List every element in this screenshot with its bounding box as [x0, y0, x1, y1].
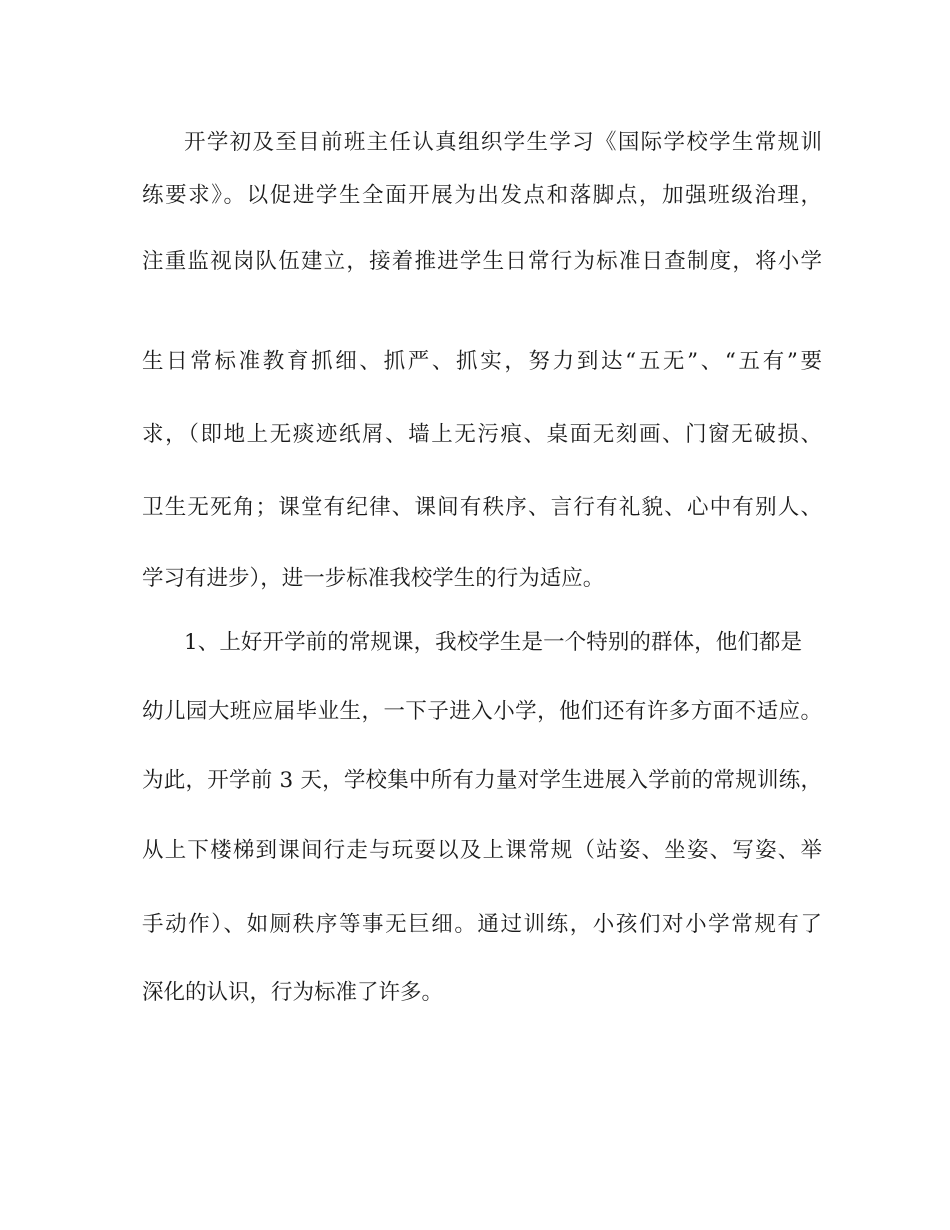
paragraph-1-line-7: 学习有进步），进一步标准我校学生的行为适应。	[142, 566, 605, 591]
paragraph-1-line-4: 生日常标准教育抓细、抓严、抓实，努力到达“五无”、“五有”要	[142, 349, 822, 374]
paragraph-2-line-1: 1、上好开学前的常规课，我校学生是一个特别的群体，他们都是	[184, 630, 802, 655]
paragraph-2-line-4: 从上下楼梯到课间行走与玩耍以及上课常规（站姿、坐姿、写姿、举	[142, 838, 822, 863]
paragraph-2-line-2: 幼儿园大班应届毕业生，一下子进入小学，他们还有许多方面不适应。	[142, 699, 822, 724]
paragraph-1-line-5: 求，（即地上无痰迹纸屑、墙上无污痕、桌面无刻画、门窗无破损、	[142, 422, 822, 447]
paragraph-1-line-1: 开学初及至目前班主任认真组织学生学习《国际学校学生常规训	[184, 130, 822, 155]
paragraph-1-line-6: 卫生无死角；课堂有纪律、课间有秩序、言行有礼貌、心中有别人、	[142, 495, 822, 520]
paragraph-2-line-5: 手动作）、如厕秩序等事无巨细。通过训练，小孩们对小学常规有了	[142, 912, 822, 937]
paragraph-1-line-3: 注重监视岗队伍建立，接着推进学生日常行为标准日查制度，将小学	[142, 249, 822, 274]
paragraph-2-line-3: 为此，开学前 3 天，学校集中所有力量对学生进展入学前的常规训练，	[142, 768, 822, 793]
paragraph-2-line-6: 深化的认识，行为标准了许多。	[142, 980, 444, 1005]
paragraph-1-line-2: 练要求》。以促进学生全面开展为出发点和落脚点，加强班级治理，	[142, 183, 822, 208]
